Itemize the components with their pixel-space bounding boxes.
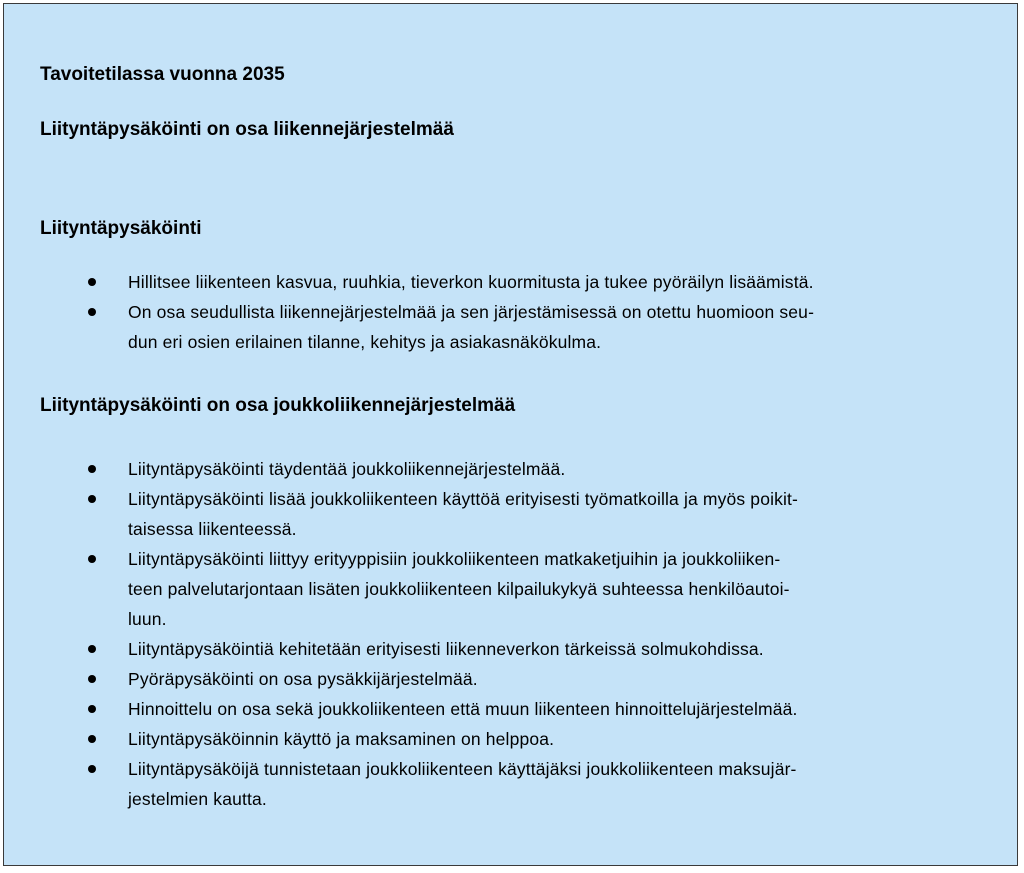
info-box — [3, 3, 1018, 866]
bullet-icon — [88, 278, 96, 286]
list-item: Liityntäpysäköijä tunnistetaan joukkoliikenteen käyttäjäksi joukkoliikenteen maksujär- jestelmien kautta. — [40, 754, 1000, 814]
list-item: Pyöräpysäköinti on osa pysäkkijärjestelmää. — [40, 664, 1000, 694]
list-item: Liityntäpysäköinti liittyy erityyppisiin joukkoliikenteen matkaketjuihin ja joukkoliiken- teen palvelutarjontaan lisäten joukkoliikenteen kilpailukykyä suhteessa henkilöautoi- luun. — [40, 544, 1000, 634]
list-item: Liityntäpysäköintiä kehitetään erityisesti liikenneverkon tärkeissä solmukohdissa. — [40, 634, 1000, 664]
bullet-icon — [88, 645, 96, 653]
section-2-bullet-list — [40, 454, 1000, 814]
list-item: Liityntäpysäköinti lisää joukkoliikenteen käyttöä erityisesti työmatkoilla ja myös poikit- taisessa liikenteessä. — [40, 484, 1000, 544]
list-item: Hillitsee liikenteen kasvua, ruuhkia, tieverkon kuormitusta ja tukee pyöräilyn lisäämistä. — [40, 267, 1000, 297]
bullet-icon — [88, 675, 96, 683]
document-title: Tavoitetilassa vuonna 2035 — [40, 64, 285, 85]
bullet-icon — [88, 465, 96, 473]
section-heading-liityntapysakointi: Liityntäpysäköinti — [40, 218, 202, 239]
document-subtitle: Liityntäpysäköinti on osa liikennejärjestelmää — [40, 119, 454, 140]
list-item: Hinnoittelu on osa sekä joukkoliikenteen että muun liikenteen hinnoittelujärjestelmää. — [40, 694, 1000, 724]
list-item: Liityntäpysäköinnin käyttö ja maksaminen on helppoa. — [40, 724, 1000, 754]
bullet-icon — [88, 735, 96, 743]
bullet-icon — [88, 705, 96, 713]
list-item: On osa seudullista liikennejärjestelmää ja sen järjestämisessä on otettu huomioon seu- dun eri osien erilainen tilanne, kehitys ja asiakasnäkökulma. — [40, 297, 1000, 357]
bullet-icon — [88, 495, 96, 503]
section-1-bullet-list — [40, 267, 1000, 357]
bullet-icon — [88, 555, 96, 563]
bullet-icon — [88, 308, 96, 316]
list-item: Liityntäpysäköinti täydentää joukkoliikennejärjestelmää. — [40, 454, 1000, 484]
section-heading-joukkoliikennejarjestelma: Liityntäpysäköinti on osa joukkoliikennejärjestelmää — [40, 395, 516, 416]
bullet-icon — [88, 765, 96, 773]
